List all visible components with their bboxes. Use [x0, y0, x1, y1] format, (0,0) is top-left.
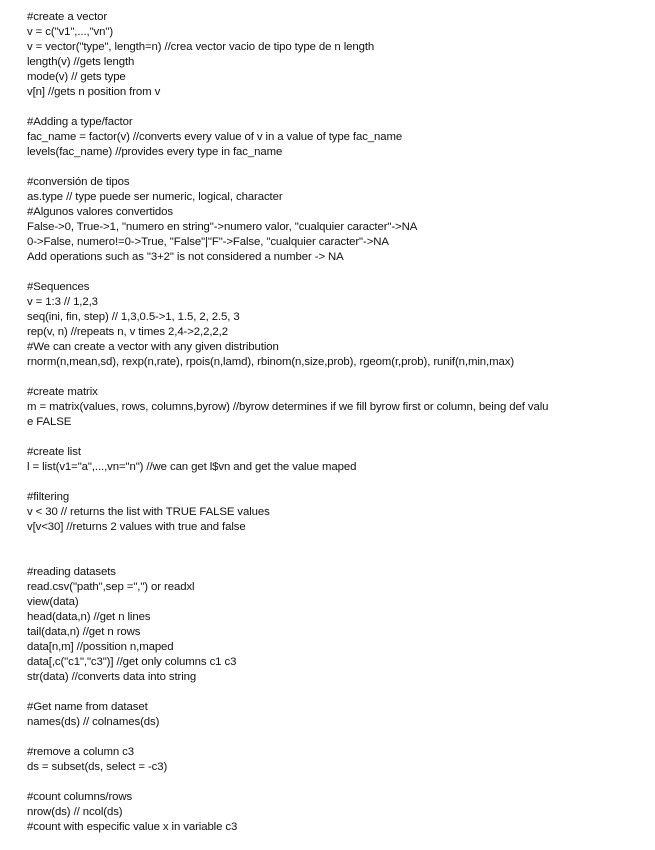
comment-line: #create matrix: [27, 386, 98, 398]
code-line: data[n,m] //possition n,maped: [27, 641, 174, 653]
code-line: read.csv("path",sep =",") or readxl: [27, 581, 195, 593]
block-matrix: [27, 385, 647, 430]
code-line: levels(fac_name) //provides every type in fac_name: [27, 146, 283, 158]
block-count: [27, 790, 647, 835]
comment-line: #create a vector: [27, 11, 108, 23]
comment-line: #Get name from dataset: [27, 701, 148, 713]
code-line: nrow(ds) // ncol(ds): [27, 806, 123, 818]
comment-line: #We can create a vector with any given distribution: [27, 341, 279, 353]
code-line: Add operations such as "3+2" is not considered a number -> NA: [27, 251, 344, 263]
code-line: fac_name = factor(v) //converts every value of v in a value of type fac_name: [27, 131, 403, 143]
block-names: [27, 700, 647, 730]
code-line: e FALSE: [27, 416, 72, 428]
code-line: head(data,n) //get n lines: [27, 611, 151, 623]
code-line: length(v) //gets length: [27, 56, 135, 68]
comment-line: #filtering: [27, 491, 70, 503]
code-line: seq(ini, fin, step) // 1,3,0.5->1, 1.5, 2, 2.5, 3: [27, 311, 240, 323]
comment-line: #Sequences: [27, 281, 90, 293]
code-line: v = vector("type", length=n) //crea vector vacio de tipo type de n length: [27, 41, 375, 53]
comment-line: #remove a column c3: [27, 746, 134, 758]
code-line: v < 30 // returns the list with TRUE FALSE values: [27, 506, 270, 518]
code-line: l = list(v1="a",...,vn="n") //we can get l$vn and get the value maped: [27, 461, 357, 473]
code-line: ds = subset(ds, select = -c3): [27, 761, 168, 773]
document-page: [27, 10, 647, 850]
code-line: v = 1:3 // 1,2,3: [27, 296, 98, 308]
code-line: v = c("v1",...,"vn"): [27, 26, 114, 38]
block-factor: [27, 115, 647, 160]
code-line: False->0, True->1, "numero en string"->numero valor, "cualquier caracter"->NA: [27, 221, 418, 233]
code-line: view(data): [27, 596, 79, 608]
code-line: m = matrix(values, rows, columns,byrow) //byrow determines if we fill byrow first or column, being def valu: [27, 401, 549, 413]
block-vector: [27, 10, 647, 100]
block-filtering: [27, 490, 647, 535]
comment-line: #count with especific value x in variable c3: [27, 821, 238, 833]
block-sequences: [27, 280, 647, 370]
code-line: mode(v) // gets type: [27, 71, 126, 83]
block-datasets: [27, 565, 647, 685]
code-line: tail(data,n) //get n rows: [27, 626, 141, 638]
code-line: as.type // type puede ser numeric, logical, character: [27, 191, 283, 203]
code-line: 0->False, numero!=0->True, "False"|"F"->False, "cualquier caracter"->NA: [27, 236, 389, 248]
comment-line: #count columns/rows: [27, 791, 133, 803]
comment-line: #reading datasets: [27, 566, 116, 578]
comment-line: #Adding a type/factor: [27, 116, 133, 128]
comment-line: #create list: [27, 446, 81, 458]
code-line: v[v<30] //returns 2 values with true and false: [27, 521, 246, 533]
code-line: str(data) //converts data into string: [27, 671, 197, 683]
code-line: rep(v, n) //repeats n, v times 2,4->2,2,2,2: [27, 326, 228, 338]
code-line: rnorm(n,mean,sd), rexp(n,rate), rpois(n,lamd), rbinom(n,size,prob), rgeom(r,prob), runif(n,min,max): [27, 356, 515, 368]
comment-line: #conversión de tipos: [27, 176, 130, 188]
block-list: [27, 445, 647, 475]
code-line: names(ds) // colnames(ds): [27, 716, 160, 728]
comment-line: #Algunos valores convertidos: [27, 206, 173, 218]
block-remove: [27, 745, 647, 775]
code-line: v[n] //gets n position from v: [27, 86, 161, 98]
code-line: data[,c("c1","c3")] //get only columns c1 c3: [27, 656, 237, 668]
block-conversion: [27, 175, 647, 265]
